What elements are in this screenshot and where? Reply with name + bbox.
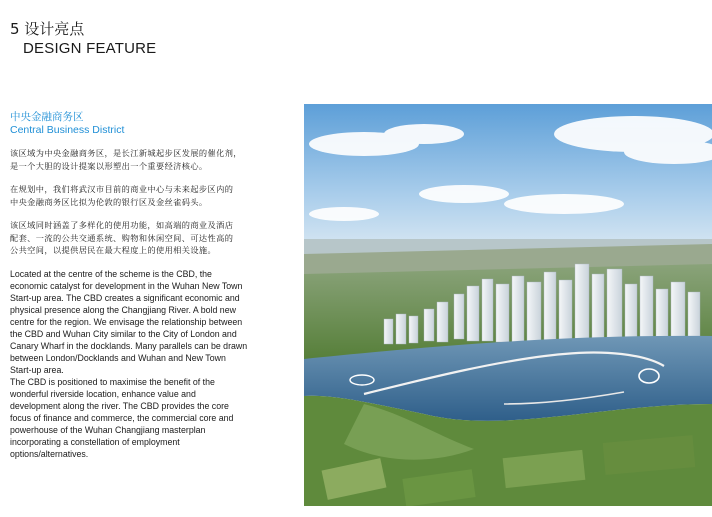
paragraph-cn-1: 该区域为中央金融商务区，是长江新城起步区发展的催化剂， 是一个大胆的设计提案以形塑出一个重要经济核心。 <box>10 148 242 171</box>
paragraph-cn-2: 在规划中，我们将武汉市目前的商业中心与未来起步区内的 中央金融商务区比拟为伦敦的银行区及金丝雀码头。 <box>10 184 234 207</box>
text-column <box>10 111 292 460</box>
section-title-cn: 中央金融商务区 <box>10 111 84 123</box>
page-title-cn: 5 设计亮点 <box>10 20 85 38</box>
cbd-aerial-rendering <box>304 104 712 506</box>
page-header <box>10 19 156 59</box>
paragraph-cn-3: 该区域同时涵盖了多样化的使用功能，如高端的商业及酒店 配套、一流的公共交通系统、购物和休闲空间、可达性高的 公共空间，以提供居民在最大程度上的使用相关设施。 <box>10 220 234 255</box>
section-title-en: Central Business District <box>10 124 125 136</box>
page-title-en: DESIGN FEATURE <box>23 40 157 57</box>
paragraph-en: Located at the centre of the scheme is the CBD, the economic catalyst for development in the Wuhan New Town Start-up area. The CBD creates a significant economic and physical presence along the Changjiang River. A bold new centre for the region. We envisage the relationship between the CBD and Wuhan City similar to the City of London and Canary Wharf in the docklands. Many parallels can be drawn between London/Docklands and Wuhan and New Town Start-up area. The CBD is positioned to maximise the benefit of the wonderful riverside location, enhance value and development along the river. The CBD provides the core focus of finance and commerce, the commercial core and powerhouse of the Wuhan Changjiang masterplan incorporating a constellation of employment options/alternatives. <box>10 268 248 459</box>
